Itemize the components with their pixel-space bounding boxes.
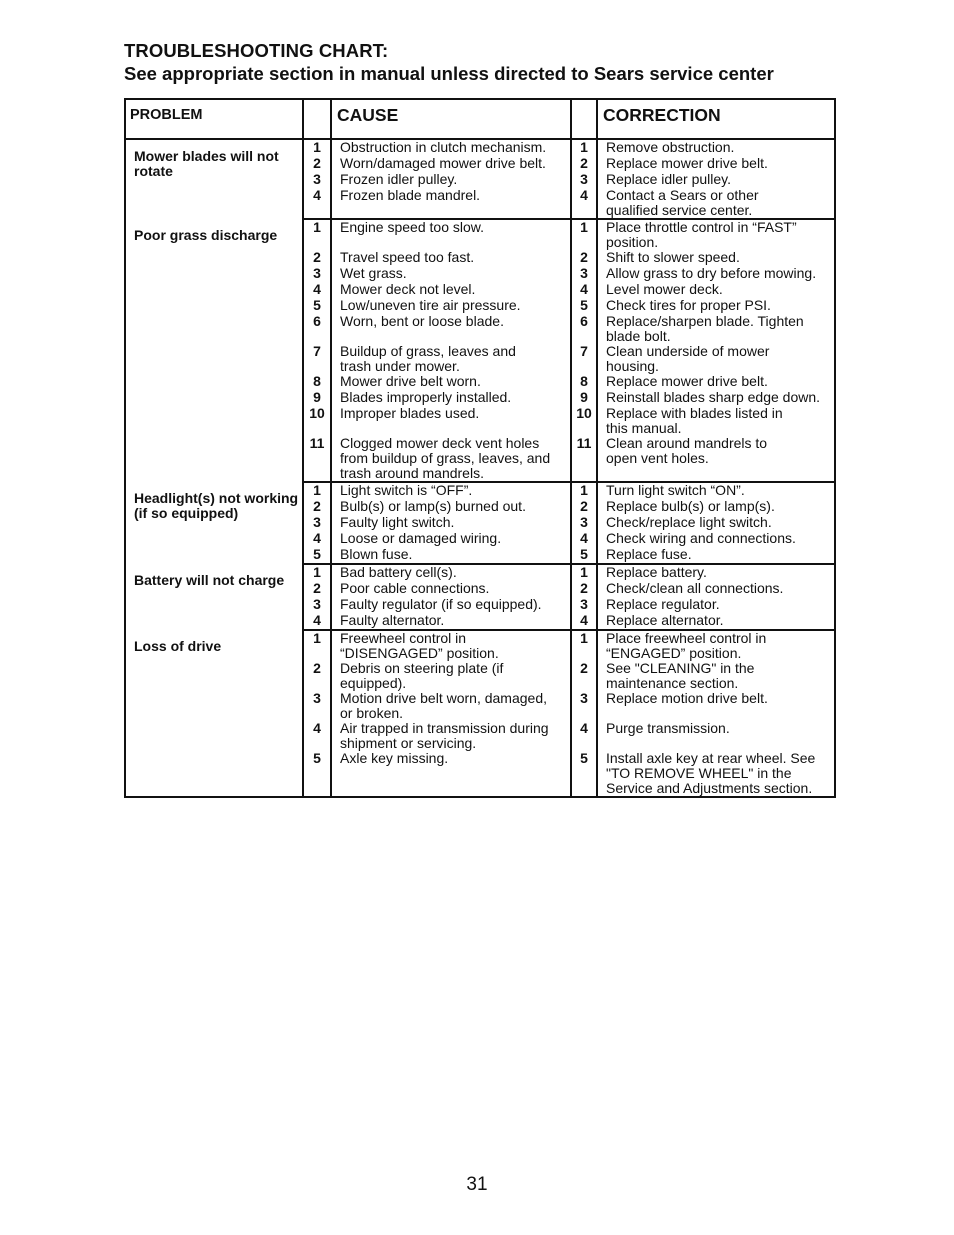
cause-number: 2 [303, 250, 331, 266]
cause-cell: Poor cable connections. [331, 581, 571, 597]
cause-number: 1 [303, 564, 331, 581]
correction-number: 5 [571, 547, 597, 564]
header-row [125, 99, 835, 139]
correction-number: 4 [571, 188, 597, 219]
correction-number: 11 [571, 436, 597, 482]
cause-number: 2 [303, 156, 331, 172]
correction-number: 7 [571, 344, 597, 374]
cause-cell: Wet grass. [331, 266, 571, 282]
cause-cell: Bad battery cell(s). [331, 564, 571, 581]
correction-cell: Check tires for proper PSI. [597, 298, 835, 314]
correction-cell: Check wiring and connections. [597, 531, 835, 547]
correction-cell: Reinstall blades sharp edge down. [597, 390, 835, 406]
correction-number: 4 [571, 613, 597, 630]
correction-number: 1 [571, 219, 597, 250]
cause-cell: Worn, bent or loose blade. [331, 314, 571, 344]
correction-cell: Replace motion drive belt. [597, 691, 835, 721]
problem-cell: Poor grass discharge [134, 227, 278, 243]
correction-number: 1 [571, 139, 597, 156]
cause-cell: Travel speed too fast. [331, 250, 571, 266]
correction-cell: Level mower deck. [597, 282, 835, 298]
page-number: 31 [466, 1174, 488, 1195]
cause-cell: Mower drive belt worn. [331, 374, 571, 390]
correction-number: 4 [571, 282, 597, 298]
cause-cell: Frozen blade mandrel. [331, 188, 571, 219]
correction-cell: Clean underside of mower housing. [597, 344, 835, 374]
cause-cell: Improper blades used. [331, 406, 571, 436]
cause-cell: Freewheel control in “DISENGAGED” position. [331, 630, 571, 661]
cause-number: 11 [303, 436, 331, 482]
cause-number: 3 [303, 515, 331, 531]
cause-cell: Faulty alternator. [331, 613, 571, 630]
cause-number: 10 [303, 406, 331, 436]
correction-number: 3 [571, 172, 597, 188]
correction-cell: Check/clean all connections. [597, 581, 835, 597]
cause-cell: Faulty regulator (if so equipped). [331, 597, 571, 613]
correction-cell: Replace alternator. [597, 613, 835, 630]
cause-number: 4 [303, 721, 331, 751]
cause-number: 1 [303, 630, 331, 661]
cause-number: 3 [303, 691, 331, 721]
correction-number: 1 [571, 482, 597, 499]
correction-number: 2 [571, 250, 597, 266]
cause-cell: Low/uneven tire air pressure. [331, 298, 571, 314]
cause-number: 1 [303, 219, 331, 250]
cause-cell: Obstruction in clutch mechanism. [331, 139, 571, 156]
cause-cell: Bulb(s) or lamp(s) burned out. [331, 499, 571, 515]
cause-number: 1 [303, 482, 331, 499]
correction-number: 9 [571, 390, 597, 406]
correction-number: 5 [571, 751, 597, 797]
cause-number: 4 [303, 613, 331, 630]
troubleshooting-table [124, 98, 836, 798]
correction-header: CORRECTION [597, 99, 835, 139]
correction-cell: Purge transmission. [597, 721, 835, 751]
correction-cell: Check/replace light switch. [597, 515, 835, 531]
cause-number: 3 [303, 266, 331, 282]
correction-cell: Replace/sharpen blade. Tighten blade bolt. [597, 314, 835, 344]
cause-cell: Debris on steering plate (if equipped). [331, 661, 571, 691]
correction-cell: See "CLEANING" in the maintenance section. [597, 661, 835, 691]
number-header [571, 99, 597, 139]
correction-cell: Remove obstruction. [597, 139, 835, 156]
correction-cell: Replace mower drive belt. [597, 374, 835, 390]
correction-number: 2 [571, 661, 597, 691]
cause-cell: Blades improperly installed. [331, 390, 571, 406]
cause-number: 1 [303, 139, 331, 156]
correction-cell: Replace mower drive belt. [597, 156, 835, 172]
correction-number: 6 [571, 314, 597, 344]
correction-cell: Replace with blades listed in this manual. [597, 406, 835, 436]
correction-number: 4 [571, 721, 597, 751]
problem-header: PROBLEM [125, 99, 303, 139]
problem-cell: Battery will not charge [134, 572, 285, 588]
cause-number: 7 [303, 344, 331, 374]
cause-cell: Buildup of grass, leaves and trash under mower. [331, 344, 571, 374]
cause-cell: Worn/damaged mower drive belt. [331, 156, 571, 172]
correction-number: 8 [571, 374, 597, 390]
cause-number: 2 [303, 661, 331, 691]
table-body [125, 139, 835, 797]
cause-cell: Faulty light switch. [331, 515, 571, 531]
cause-cell: Air trapped in transmission during shipment or servicing. [331, 721, 571, 751]
number-header [303, 99, 331, 139]
cause-number: 5 [303, 547, 331, 564]
cause-number: 4 [303, 188, 331, 219]
problem-cell: Mower blades will not rotate [134, 148, 279, 179]
cause-number: 4 [303, 282, 331, 298]
cause-number: 3 [303, 597, 331, 613]
correction-cell: Shift to slower speed. [597, 250, 835, 266]
correction-cell: Place throttle control in “FAST” position. [597, 219, 835, 250]
correction-number: 2 [571, 581, 597, 597]
cause-cell: Blown fuse. [331, 547, 571, 564]
table-row [125, 482, 835, 499]
correction-cell: Turn light switch “ON”. [597, 482, 835, 499]
correction-number: 3 [571, 515, 597, 531]
cause-number: 2 [303, 581, 331, 597]
correction-cell: Place freewheel control in “ENGAGED” position. [597, 630, 835, 661]
correction-number: 2 [571, 499, 597, 515]
page-title: TROUBLESHOOTING CHART: [124, 40, 389, 61]
correction-cell: Replace bulb(s) or lamp(s). [597, 499, 835, 515]
correction-number: 3 [571, 266, 597, 282]
correction-cell: Replace battery. [597, 564, 835, 581]
table-row [125, 219, 835, 250]
cause-number: 8 [303, 374, 331, 390]
correction-number: 1 [571, 630, 597, 661]
correction-cell: Install axle key at rear wheel. See "TO REMOVE WHEEL" in the Service and Adjustments section. [597, 751, 835, 797]
correction-number: 4 [571, 531, 597, 547]
correction-number: 5 [571, 298, 597, 314]
problem-cell: Loss of drive [134, 638, 222, 654]
correction-number: 10 [571, 406, 597, 436]
cause-number: 3 [303, 172, 331, 188]
problem-cell: Headlight(s) not working (if so equipped) [134, 490, 299, 521]
cause-number: 4 [303, 531, 331, 547]
cause-cell: Clogged mower deck vent holes from buildup of grass, leaves, and trash around mandrels. [331, 436, 571, 482]
correction-cell: Replace fuse. [597, 547, 835, 564]
cause-cell: Motion drive belt worn, damaged, or broken. [331, 691, 571, 721]
cause-cell: Engine speed too slow. [331, 219, 571, 250]
correction-number: 2 [571, 156, 597, 172]
cause-header: CAUSE [331, 99, 571, 139]
correction-number: 1 [571, 564, 597, 581]
correction-cell: Contact a Sears or other qualified service center. [597, 188, 835, 219]
cause-number: 2 [303, 499, 331, 515]
cause-number: 6 [303, 314, 331, 344]
cause-cell: Light switch is “OFF”. [331, 482, 571, 499]
table-row [125, 630, 835, 661]
correction-cell: Allow grass to dry before mowing. [597, 266, 835, 282]
correction-number: 3 [571, 597, 597, 613]
correction-cell: Clean around mandrels to open vent holes. [597, 436, 835, 482]
cause-cell: Mower deck not level. [331, 282, 571, 298]
page-subtitle: See appropriate section in manual unless directed to Sears service center [124, 63, 774, 84]
correction-number: 3 [571, 691, 597, 721]
cause-cell: Loose or damaged wiring. [331, 531, 571, 547]
correction-cell: Replace idler pulley. [597, 172, 835, 188]
table-row [125, 139, 835, 156]
table-row [125, 564, 835, 581]
cause-number: 9 [303, 390, 331, 406]
correction-cell: Replace regulator. [597, 597, 835, 613]
cause-number: 5 [303, 298, 331, 314]
cause-cell: Frozen idler pulley. [331, 172, 571, 188]
cause-number: 5 [303, 751, 331, 797]
cause-cell: Axle key missing. [331, 751, 571, 797]
